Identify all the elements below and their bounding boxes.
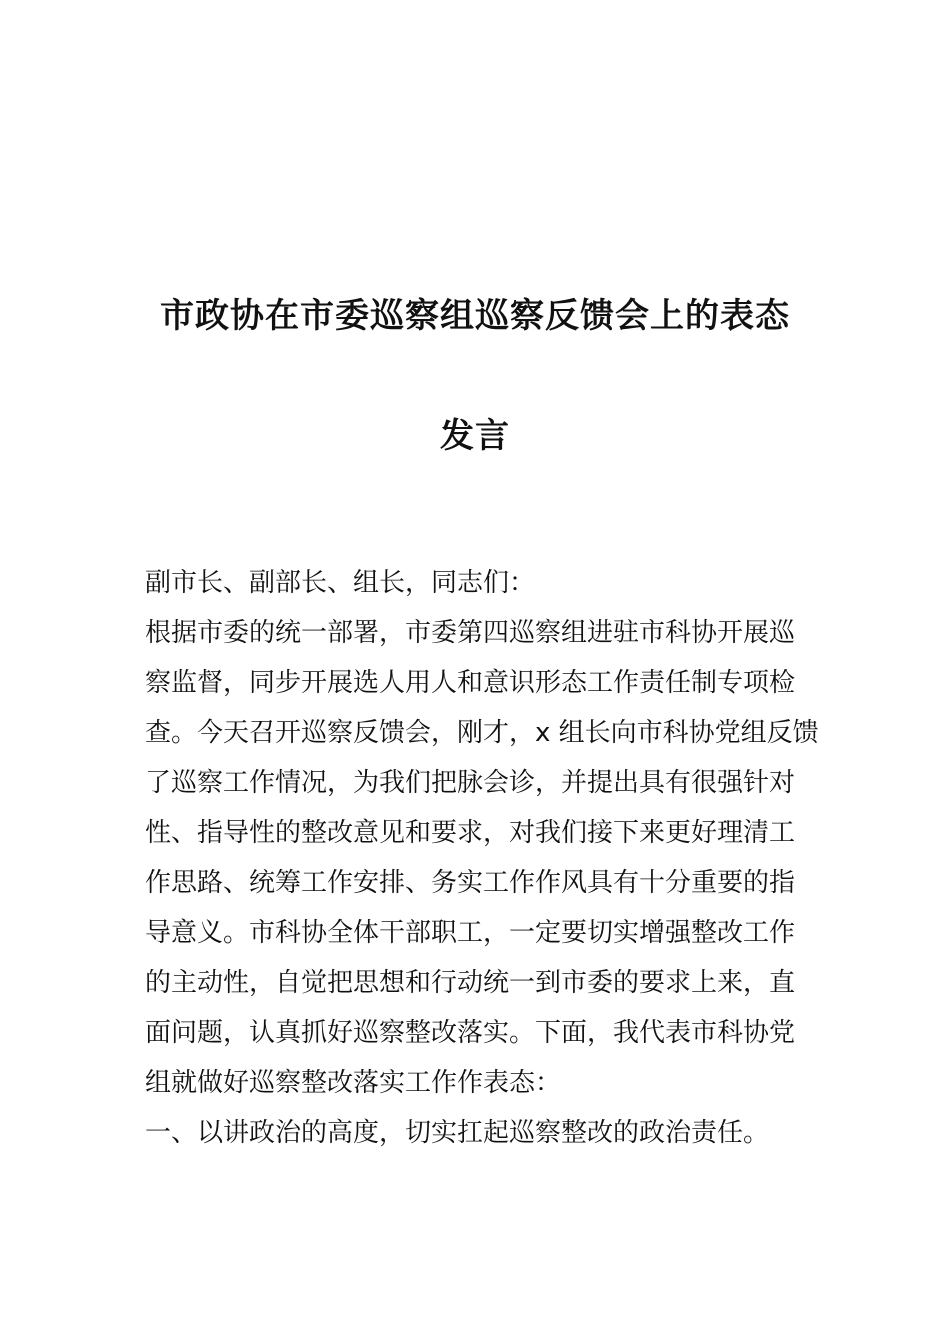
body-line: 察监督，同步开展选人用人和意识形态工作责任制专项检 — [145, 668, 796, 698]
body-line: 的主动性，自觉把思想和行动统一到市委的要求上来，直 — [145, 968, 796, 998]
document-title-line-1: 市政协在市委巡察组巡察反馈会上的表态 — [160, 296, 790, 336]
body-line: 了巡察工作情况，为我们把脉会诊，并提出具有很强针对 — [145, 768, 796, 798]
document-body — [145, 558, 819, 1158]
body-line: 面问题，认真抓好巡察整改落实。下面，我代表市科协党 — [145, 1018, 796, 1048]
salutation-line: 副市长、副部长、组长，同志们： — [145, 568, 536, 598]
body-line: 作思路、统筹工作安排、务实工作作风具有十分重要的指 — [145, 868, 796, 898]
body-line: 组就做好巡察整改落实工作作表态： — [145, 1068, 562, 1098]
body-line: 导意义。市科协全体干部职工，一定要切实增强整改工作 — [145, 918, 796, 948]
body-line: 查。今天召开巡察反馈会，刚才，x 组长向市科协党组反馈 — [145, 718, 819, 748]
document-title-line-2: 发言 — [440, 416, 510, 456]
body-line: 性、指导性的整改意见和要求，对我们接下来更好理清工 — [145, 818, 796, 848]
body-line: 根据市委的统一部署，市委第四巡察组进驻市科协开展巡 — [145, 618, 796, 648]
section-heading-line: 一、以讲政治的高度，切实扛起巡察整改的政治责任。 — [145, 1118, 770, 1148]
